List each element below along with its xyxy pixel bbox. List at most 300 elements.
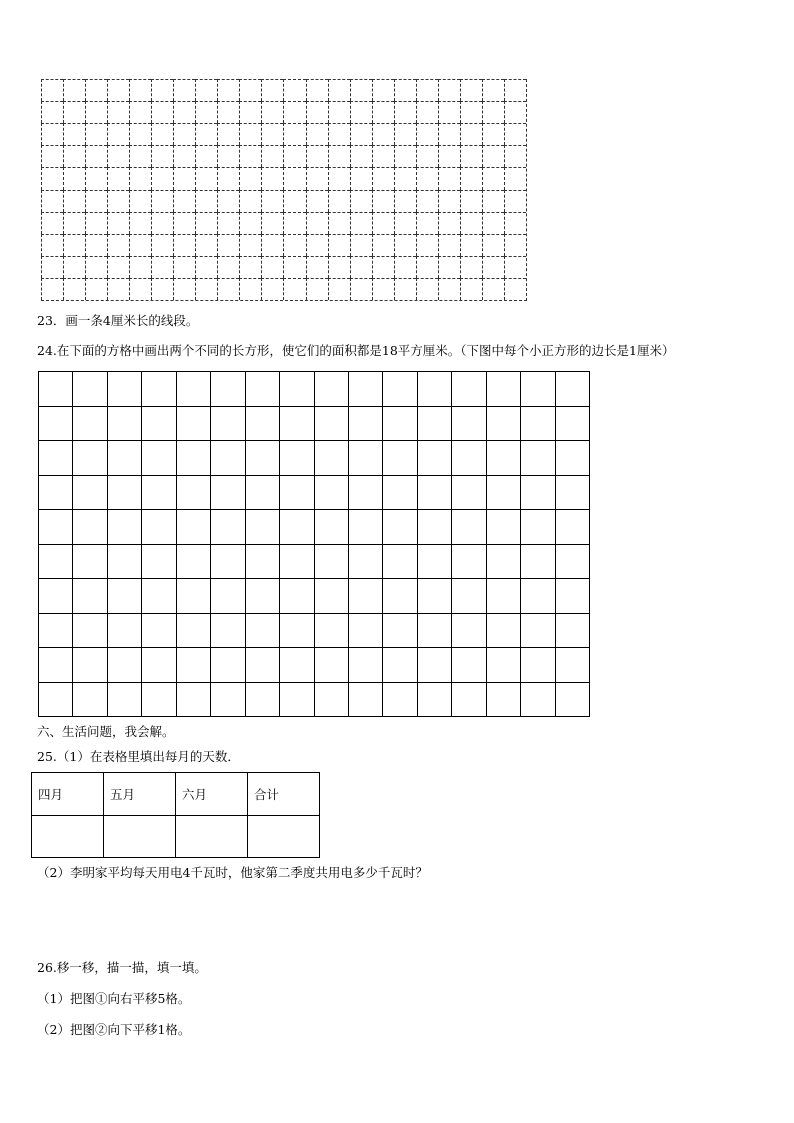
grid-cell (283, 190, 305, 212)
grid-cell (482, 256, 504, 278)
grid-cell (382, 544, 416, 579)
grid-cell (279, 682, 313, 717)
grid-cell (107, 278, 129, 300)
grid-cell (372, 145, 394, 167)
grid-cell (306, 190, 328, 212)
grid-cell (72, 682, 106, 717)
grid-cell (504, 123, 526, 145)
grid-cell (555, 544, 589, 579)
question-24-number: 24. (37, 343, 57, 358)
question-25-part2: （2）李明家平均每天用电4千瓦时，他家第二季度共用电多少千瓦时？ (37, 865, 428, 880)
grid-cell (520, 647, 554, 682)
grid-cell (141, 406, 175, 441)
table-header-cell: 五月 (104, 773, 176, 816)
grid-cell (176, 647, 210, 682)
grid-cell (279, 440, 313, 475)
grid-cell (555, 406, 589, 441)
grid-cell (382, 406, 416, 441)
grid-cell (41, 234, 63, 256)
grid-cell (63, 190, 85, 212)
grid-cell (85, 167, 107, 189)
grid-cell (129, 256, 151, 278)
grid-cell (306, 234, 328, 256)
grid-cell (72, 440, 106, 475)
grid-cell (372, 79, 394, 101)
grid-cell (41, 167, 63, 189)
grid-cell (41, 256, 63, 278)
grid-cell (279, 509, 313, 544)
grid-cell (394, 79, 416, 101)
grid-cell (195, 145, 217, 167)
grid-cell (239, 234, 261, 256)
grid-cell (279, 475, 313, 510)
grid-cell (72, 647, 106, 682)
month-days-table (31, 772, 320, 858)
grid-cell (486, 475, 520, 510)
grid-cell (261, 234, 283, 256)
grid-cell (107, 123, 129, 145)
grid-cell (486, 682, 520, 717)
grid-cell (372, 234, 394, 256)
grid-cell (417, 682, 451, 717)
grid-cell (107, 440, 141, 475)
grid-cell (279, 578, 313, 613)
grid-cell (460, 190, 482, 212)
grid-cell (283, 101, 305, 123)
grid-cell (195, 101, 217, 123)
grid-cell (504, 167, 526, 189)
grid-cell (107, 509, 141, 544)
grid-cell (504, 79, 526, 101)
question-25-number: 25. (37, 749, 57, 764)
table-header-row (32, 773, 320, 816)
grid-cell (63, 79, 85, 101)
grid-cell (438, 212, 460, 234)
grid-cell (328, 256, 350, 278)
grid-cell (394, 101, 416, 123)
grid-cell (38, 440, 72, 475)
grid-cell (504, 212, 526, 234)
grid-cell (417, 578, 451, 613)
grid-cell (382, 578, 416, 613)
grid-cell (504, 278, 526, 300)
table-header-cell: 合计 (248, 773, 320, 816)
grid-cell (438, 145, 460, 167)
grid-cell (482, 79, 504, 101)
grid-cell (504, 256, 526, 278)
grid-cell (173, 212, 195, 234)
grid-cell (482, 190, 504, 212)
grid-cell (129, 145, 151, 167)
grid-cell (382, 475, 416, 510)
grid-cell (460, 123, 482, 145)
grid-cell (195, 234, 217, 256)
grid-cell (245, 544, 279, 579)
grid-cell (151, 79, 173, 101)
grid-cell (394, 190, 416, 212)
grid-cell (382, 682, 416, 717)
grid-cell (195, 256, 217, 278)
grid-cell (451, 406, 485, 441)
grid-cell (38, 647, 72, 682)
grid-cell (460, 167, 482, 189)
grid-cell (486, 509, 520, 544)
grid-cell (210, 406, 244, 441)
grid-cell (195, 278, 217, 300)
grid-cell (63, 145, 85, 167)
grid-cell (460, 79, 482, 101)
grid-cell (520, 406, 554, 441)
grid-cell (417, 613, 451, 648)
grid-cell (245, 578, 279, 613)
grid-cell (328, 234, 350, 256)
grid-cell (195, 190, 217, 212)
grid-cell (151, 123, 173, 145)
grid-cell (63, 123, 85, 145)
grid-cell (176, 371, 210, 406)
section-6-title: 六、生活问题，我会解。 (37, 724, 175, 739)
grid-cell (151, 278, 173, 300)
grid-cell (555, 371, 589, 406)
table-header-cell: 六月 (176, 773, 248, 816)
grid-cell (41, 145, 63, 167)
grid-cell (85, 234, 107, 256)
grid-cell (350, 123, 372, 145)
grid-cell (438, 101, 460, 123)
grid-cell (328, 167, 350, 189)
grid-cell (107, 256, 129, 278)
grid-cell (176, 578, 210, 613)
grid-cell (151, 190, 173, 212)
grid-cell (85, 145, 107, 167)
grid-cell (314, 371, 348, 406)
grid-cell (41, 190, 63, 212)
grid-cell (306, 212, 328, 234)
grid-cell (107, 79, 129, 101)
grid-cell (63, 278, 85, 300)
grid-cell (173, 256, 195, 278)
grid-cell (173, 123, 195, 145)
grid-cell (555, 682, 589, 717)
grid-cell (63, 256, 85, 278)
grid-cell (348, 509, 382, 544)
grid-cell (239, 278, 261, 300)
grid-cell (72, 613, 106, 648)
grid-cell (372, 256, 394, 278)
grid-cell (239, 145, 261, 167)
grid-cell (38, 406, 72, 441)
grid-cell (416, 190, 438, 212)
grid-cell (348, 578, 382, 613)
grid-cell (141, 682, 175, 717)
grid-cell (372, 123, 394, 145)
grid-cell (141, 578, 175, 613)
grid-cell (416, 256, 438, 278)
grid-cell (306, 145, 328, 167)
grid-cell (350, 256, 372, 278)
grid-cell (195, 167, 217, 189)
table-header-cell: 四月 (32, 773, 104, 816)
grid-cell (417, 544, 451, 579)
grid-cell (416, 123, 438, 145)
grid-cell (141, 371, 175, 406)
grid-cell (41, 212, 63, 234)
grid-cell (482, 212, 504, 234)
grid-cell (460, 234, 482, 256)
grid-cell (141, 613, 175, 648)
question-26-part1: （1）把图①向右平移5格。 (37, 991, 191, 1006)
grid-cell (372, 278, 394, 300)
grid-cell (314, 544, 348, 579)
grid-cell (350, 101, 372, 123)
grid-cell (72, 544, 106, 579)
grid-cell (245, 682, 279, 717)
grid-cell (348, 613, 382, 648)
grid-cell (350, 167, 372, 189)
grid-cell (382, 647, 416, 682)
grid-cell (306, 278, 328, 300)
grid-cell (314, 578, 348, 613)
grid-cell (460, 256, 482, 278)
question-26-part2: （2）把图②向下平移1格。 (37, 1022, 191, 1037)
grid-cell (151, 234, 173, 256)
grid-cell (372, 212, 394, 234)
grid-cell (107, 190, 129, 212)
grid-cell (176, 406, 210, 441)
grid-cell (245, 613, 279, 648)
grid-cell (38, 475, 72, 510)
grid-cell (173, 190, 195, 212)
grid-cell (306, 167, 328, 189)
grid-cell (210, 475, 244, 510)
table-answer-cell[interactable] (176, 816, 248, 858)
grid-cell (245, 647, 279, 682)
grid-cell (279, 647, 313, 682)
grid-cell (451, 647, 485, 682)
grid-cell (451, 440, 485, 475)
question-26 (37, 960, 207, 976)
grid-cell (555, 509, 589, 544)
grid-cell (520, 371, 554, 406)
table-answer-cell[interactable] (104, 816, 176, 858)
grid-cell (504, 101, 526, 123)
grid-cell (314, 406, 348, 441)
grid-cell (217, 234, 239, 256)
grid-cell (520, 475, 554, 510)
grid-cell (38, 509, 72, 544)
question-23-number: 23． (37, 313, 66, 328)
grid-cell (382, 613, 416, 648)
grid-cell (416, 234, 438, 256)
grid-cell (38, 682, 72, 717)
grid-cell (348, 682, 382, 717)
grid-cell (306, 256, 328, 278)
grid-cell (438, 190, 460, 212)
grid-cell (348, 475, 382, 510)
grid-cell (417, 371, 451, 406)
grid-cell (306, 123, 328, 145)
grid-cell (394, 123, 416, 145)
grid-cell (217, 167, 239, 189)
grid-cell (41, 278, 63, 300)
grid-cell (63, 101, 85, 123)
grid-cell (283, 212, 305, 234)
grid-cell (141, 509, 175, 544)
grid-cell (129, 123, 151, 145)
grid-cell (261, 145, 283, 167)
grid-cell (372, 101, 394, 123)
grid-cell (176, 440, 210, 475)
grid-cell (41, 79, 63, 101)
grid-cell (451, 613, 485, 648)
grid-cell (417, 475, 451, 510)
grid-cell (210, 544, 244, 579)
grid-cell (72, 406, 106, 441)
grid-cell (217, 278, 239, 300)
grid-cell (438, 123, 460, 145)
grid-cell (217, 123, 239, 145)
grid-cell (451, 509, 485, 544)
grid-cell (438, 278, 460, 300)
grid-cell (107, 234, 129, 256)
grid-cell (520, 682, 554, 717)
grid-cell (107, 682, 141, 717)
grid-cell (38, 613, 72, 648)
grid-cell (107, 101, 129, 123)
grid-cell (460, 101, 482, 123)
table-answer-cell[interactable] (32, 816, 104, 858)
grid-cell (348, 440, 382, 475)
grid-cell (85, 123, 107, 145)
grid-cell (372, 190, 394, 212)
grid-cell (555, 613, 589, 648)
grid-cell (416, 278, 438, 300)
grid-cell (239, 256, 261, 278)
grid-cell (173, 79, 195, 101)
grid-cell (482, 145, 504, 167)
grid-cell (555, 440, 589, 475)
grid-cell (261, 101, 283, 123)
grid-cell (107, 578, 141, 613)
grid-cell (245, 371, 279, 406)
grid-cell (129, 234, 151, 256)
grid-cell (239, 79, 261, 101)
grid-cell (555, 578, 589, 613)
grid-cell (348, 544, 382, 579)
grid-cell (486, 440, 520, 475)
question-23 (37, 313, 198, 329)
grid-cell (151, 145, 173, 167)
grid-cell (239, 212, 261, 234)
grid-cell (217, 79, 239, 101)
grid-cell (261, 212, 283, 234)
grid-cell (279, 544, 313, 579)
grid-cell (417, 647, 451, 682)
grid-cell (283, 145, 305, 167)
question-24 (37, 343, 675, 359)
grid-cell (382, 440, 416, 475)
grid-cell (283, 79, 305, 101)
grid-cell (486, 371, 520, 406)
grid-cell (482, 123, 504, 145)
grid-cell (176, 682, 210, 717)
grid-cell (72, 475, 106, 510)
grid-cell (486, 613, 520, 648)
grid-cell (85, 101, 107, 123)
grid-cell (279, 406, 313, 441)
grid-cell (482, 167, 504, 189)
grid-cell (217, 256, 239, 278)
grid-cell (245, 475, 279, 510)
grid-cell (141, 440, 175, 475)
grid-cell (85, 256, 107, 278)
grid-cell (520, 544, 554, 579)
grid-cell (394, 212, 416, 234)
grid-cell (314, 682, 348, 717)
grid-cell (129, 278, 151, 300)
grid-cell (129, 190, 151, 212)
grid-cell (141, 647, 175, 682)
grid-cell (173, 167, 195, 189)
grid-cell (394, 234, 416, 256)
question-24-text: 在下面的方格中画出两个不同的长方形，使它们的面积都是18平方厘米。（下图中每个小正方形的边长是1厘米） (56, 343, 675, 358)
grid-cell (350, 212, 372, 234)
grid-cell (85, 212, 107, 234)
table-answer-cell[interactable] (248, 816, 320, 858)
grid-cell (520, 440, 554, 475)
grid-cell (85, 278, 107, 300)
grid-cell (72, 371, 106, 406)
grid-cell (394, 256, 416, 278)
grid-cell (482, 234, 504, 256)
grid-cell (417, 509, 451, 544)
grid-cell (63, 167, 85, 189)
grid-cell (38, 371, 72, 406)
grid-cell (350, 190, 372, 212)
grid-cell (382, 509, 416, 544)
grid-cell (283, 256, 305, 278)
grid-cell (328, 190, 350, 212)
grid-cell (451, 682, 485, 717)
grid-cell (173, 101, 195, 123)
question-23-text: 画一条4厘米长的线段。 (65, 313, 199, 328)
grid-cell (438, 167, 460, 189)
grid-cell (382, 371, 416, 406)
grid-cell (176, 613, 210, 648)
grid-cell (520, 509, 554, 544)
grid-cell (210, 647, 244, 682)
grid-cell (85, 79, 107, 101)
grid-cell (451, 544, 485, 579)
grid-cell (394, 145, 416, 167)
grid-cell (72, 578, 106, 613)
solid-grid (38, 371, 590, 717)
grid-cell (141, 475, 175, 510)
grid-cell (416, 79, 438, 101)
grid-cell (129, 79, 151, 101)
grid-cell (195, 79, 217, 101)
grid-cell (283, 234, 305, 256)
grid-cell (41, 123, 63, 145)
grid-cell (350, 145, 372, 167)
grid-cell (504, 190, 526, 212)
grid-cell (85, 190, 107, 212)
grid-cell (314, 647, 348, 682)
grid-cell (486, 578, 520, 613)
grid-cell (306, 101, 328, 123)
grid-cell (416, 212, 438, 234)
grid-cell (350, 79, 372, 101)
